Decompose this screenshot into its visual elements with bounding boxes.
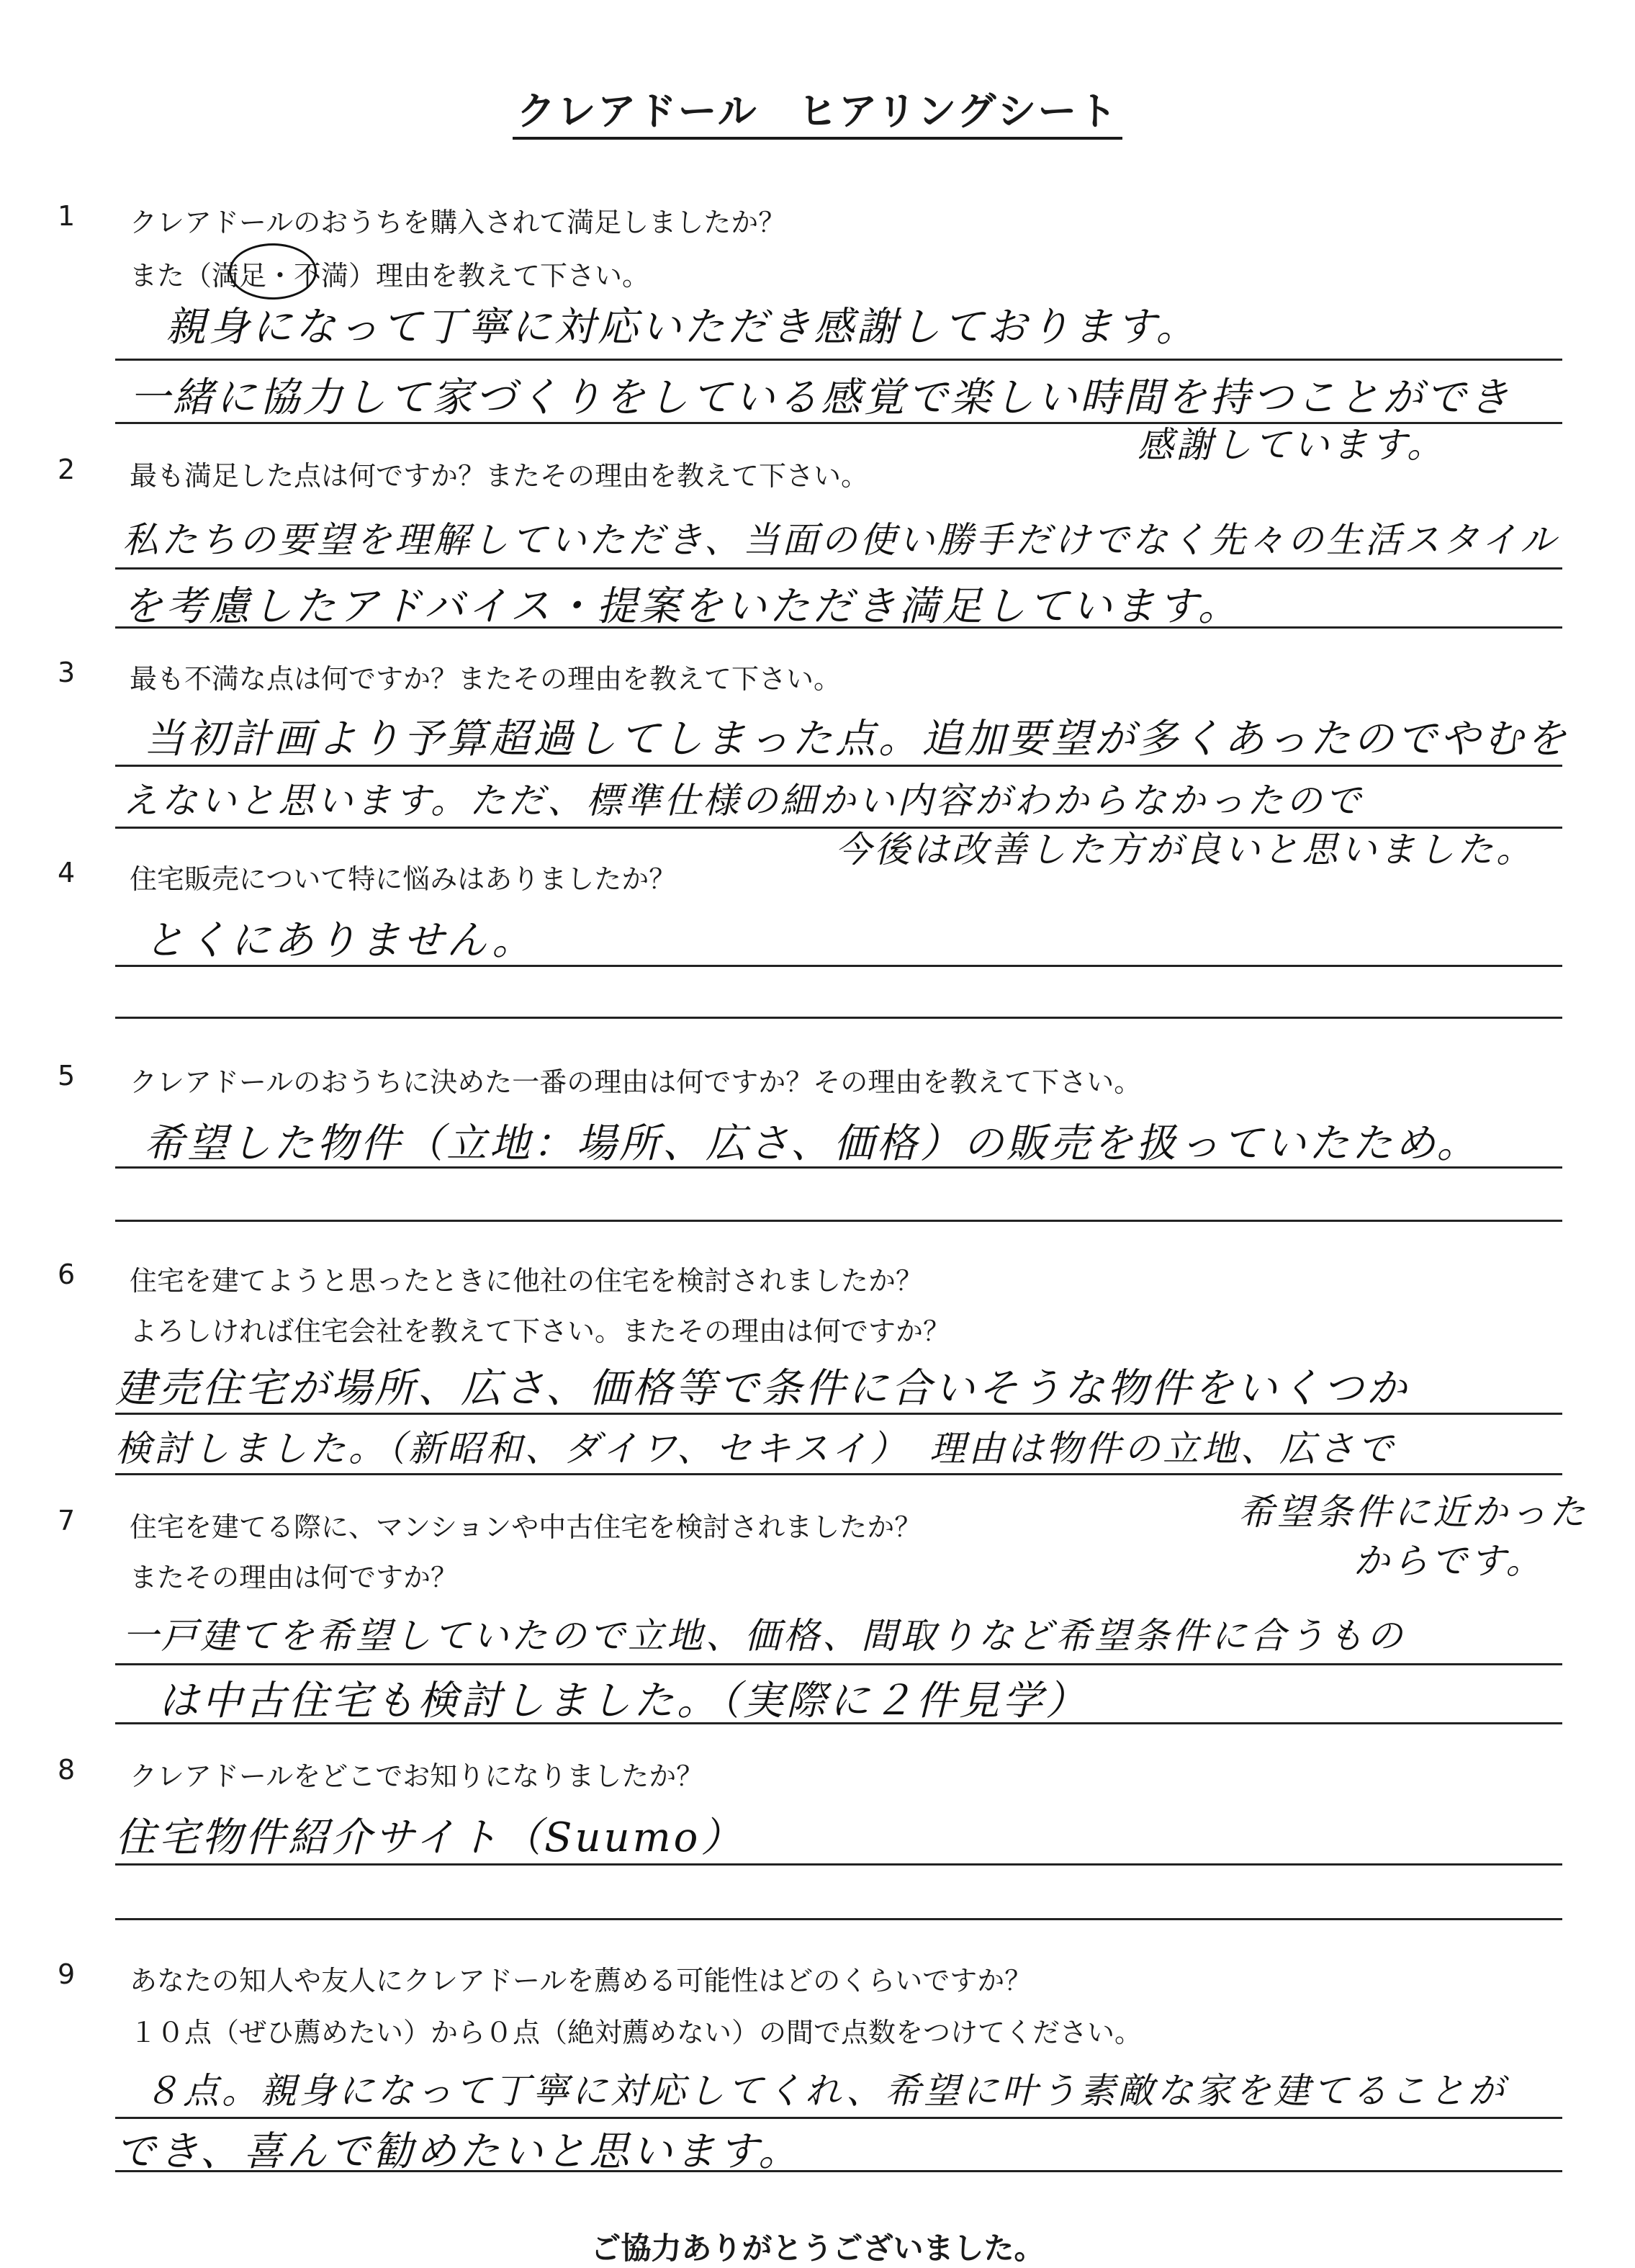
question-text: クレアドールをどこでお知りになりましたか？ xyxy=(130,1760,704,1792)
question-text: 最も不満な点は何ですか？またその理由を教えて下さい。 xyxy=(130,663,842,695)
handwritten-answer: 希望した物件（立地：場所、広さ、価格）の販売を扱っていたため。 xyxy=(144,1120,1480,1167)
answer-line xyxy=(115,2170,1562,2172)
answer-line xyxy=(115,626,1562,629)
handwritten-answer: 感謝しています。 xyxy=(1138,424,1446,466)
handwritten-answer: 建売住宅が場所、広さ、価格等で条件に合いそうな物件をいくつか xyxy=(115,1365,1410,1412)
question-number: 2 xyxy=(58,454,76,485)
question-text: またその理由は何ですか？ xyxy=(130,1562,459,1593)
handwritten-answer: でき、喜んで勧めたいと思います。 xyxy=(115,2128,802,2175)
handwritten-answer: は中古住宅も検討しました。（実際に２件見学） xyxy=(158,1678,1089,1724)
handwritten-answer: を考慮したアドバイス・提案をいただき満足しています。 xyxy=(122,583,1241,630)
answer-line xyxy=(115,2117,1562,2119)
question-text: 最も満足した点は何ですか？またその理由を教えて下さい。 xyxy=(130,460,869,492)
handwritten-answer: 当初計画より予算超過してしまった点。追加要望が多くあったのでやむを xyxy=(144,716,1569,762)
answer-line xyxy=(115,1473,1562,1475)
question-number: 5 xyxy=(58,1060,76,1092)
answer-line xyxy=(115,359,1562,361)
question-text: １０点（ぜひ薦めたい）から０点（絶対薦めない）の間で点数をつけてください。 xyxy=(130,2017,1143,2048)
handwritten-answer: 一緒に協力して家づくりをしている感覚で楽しい時間を持つことができ xyxy=(130,374,1512,421)
handwritten-answer: 私たちの要望を理解していただき、当面の使い勝手だけでなく先々の生活スタイル xyxy=(122,519,1559,561)
circle-mark xyxy=(229,243,317,300)
answer-line xyxy=(115,1863,1562,1866)
question-number: 6 xyxy=(58,1259,76,1290)
handwritten-answer: 住宅物件紹介サイト（Suumo） xyxy=(115,1814,744,1861)
question-number: 9 xyxy=(58,1958,76,1990)
answer-line xyxy=(115,1413,1562,1415)
handwritten-answer: ８点。親身になって丁寧に対応してくれ、希望に叶う素敵な家を建てることが xyxy=(144,2070,1507,2112)
handwritten-answer: えないと思います。ただ、標準仕様の細かい内容がわからなかったので xyxy=(122,780,1364,822)
question-text: クレアドールのおうちを購入されて満足しましたか？ xyxy=(130,207,786,238)
answer-line xyxy=(115,1722,1562,1724)
answer-line xyxy=(115,567,1562,570)
question-text: よろしければ住宅会社を教えて下さい。またその理由は何ですか？ xyxy=(130,1315,951,1347)
handwritten-answer: 希望条件に近かった xyxy=(1238,1491,1588,1533)
answer-line xyxy=(115,1918,1562,1920)
sheet-title: クレアドール ヒアリングシート xyxy=(0,81,1635,136)
question-number: 8 xyxy=(58,1754,76,1786)
footer-thanks: ご協力ありがとうございました。 xyxy=(590,2231,1045,2266)
handwritten-answer: とくにありません。 xyxy=(144,917,536,964)
handwritten-answer: 親身になって丁寧に対応いただき感謝しております。 xyxy=(166,304,1199,351)
handwritten-answer: 検討しました。（新昭和、ダイワ、セキスイ） 理由は物件の立地、広さで xyxy=(115,1428,1396,1470)
question-number: 1 xyxy=(58,200,76,232)
answer-line xyxy=(115,1663,1562,1665)
answer-line xyxy=(115,765,1562,767)
question-text: また（満足・不満）理由を教えて下さい。 xyxy=(130,260,650,292)
question-number: 4 xyxy=(58,857,76,888)
question-text: 住宅を建てようと思ったときに他社の住宅を検討されましたか？ xyxy=(130,1265,924,1297)
question-number: 7 xyxy=(58,1505,76,1536)
question-text: クレアドールのおうちに決めた一番の理由は何ですか？その理由を教えて下さい。 xyxy=(130,1066,1142,1098)
question-text: あなたの知人や友人にクレアドールを薦める可能性はどのくらいですか？ xyxy=(130,1965,1032,1997)
handwritten-answer: 一戸建てを希望していたので立地、価格、間取りなど希望条件に合うもの xyxy=(122,1615,1405,1657)
handwritten-answer: からです。 xyxy=(1354,1540,1545,1582)
question-number: 3 xyxy=(58,657,76,688)
handwritten-answer: 今後は改善した方が良いと思いました。 xyxy=(835,829,1535,870)
answer-line xyxy=(115,1220,1562,1222)
answer-line xyxy=(115,1017,1562,1019)
question-text: 住宅を建てる際に、マンションや中古住宅を検討されましたか？ xyxy=(130,1511,922,1543)
answer-line xyxy=(115,1166,1562,1169)
answer-line xyxy=(115,965,1562,967)
question-text: 住宅販売について特に悩みはありましたか？ xyxy=(130,863,677,895)
